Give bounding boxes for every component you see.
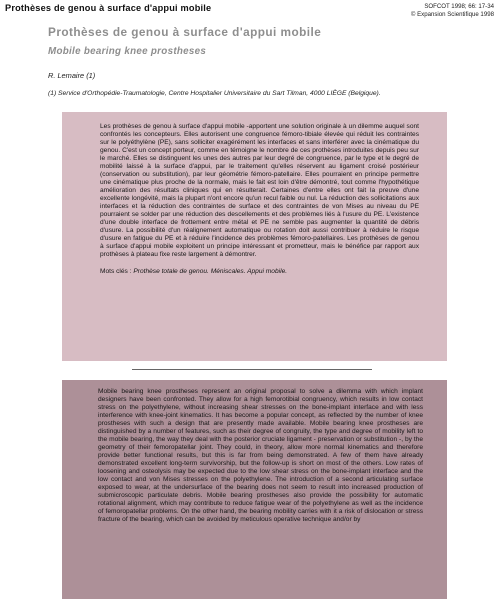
keywords [100,268,419,276]
abstract-french [62,112,447,361]
authors: R. Lemaire (1) [48,71,96,80]
article-subtitle: Mobile bearing knee prostheses [48,46,207,57]
abstract-english [62,380,447,599]
running-title: Prothèses de genou à surface d'appui mobile [5,3,212,13]
abstract-english-text: Mobile bearing knee prostheses represent an original proposal to solve a dilemma with which implant designers have been confronted. They allow for a high femorotibial congruency, which results in low contact stress on the polyethylene, without increasing shear stresses on the bone-implant interface and with less interference with knee-joint kinematics. It has become a popular concept, as reflected by the number of knee prostheses with such a design that are presently made available. Mobile bearing knee prostheses are distinguished by a number of features, such as their degree of congruity, the type and degree of mobility left to the mobile bearing, the way they deal with the posterior cruciate ligament - preservation or substitution -, by the geometry of their femoropatellar joint. They could, in theory, allow more normal kinematics and therefore provide better functional results, but this is far from being demonstrated. A few of them have already demonstrated excellent long-term survivorship, but the follow-up is short on most of the others. Low rates of loosening and osteolysis may be expected due to the low shear stress on the bone-implant interface and the low contact and von Mises stresses on the polyethylene. The introduction of a second articulating surface exposed to wear, at the undersurface of the bearing does not seem to result into increased production of submicroscopic particulate debris. Mobile bearing prostheses also provide the possibility for automatic rotational alignment, which may contribute to reduce fatigue wear of the polyethylene as well as the incidence of femoropatellar problems. On the other hand, the bearing mobility carries with it a risk of dislocation or stress fracture of the bearing, which can be avoided by meticulous operative technique and/or by [98,388,423,523]
keywords-label: Mots clés : [100,268,132,275]
affiliation: (1) Service d'Orthopédie-Traumatologie, Centre Hospitalier Universitaire du Sart Tilman, 4000 LIÈGE (Belgique). [48,90,381,97]
copyright: © Expansion Scientifique 1998 [410,11,494,18]
section-divider [132,369,372,370]
citation: SOFCOT 1998; 66: 17-34 [424,3,494,10]
article-title: Prothèses de genou à surface d'appui mobile [48,25,322,39]
keywords-values: Prothèse totale de genou. Méniscales. Appui mobile. [133,268,288,275]
citation-block [411,3,494,19]
abstract-french-text: Les prothèses de genou à surface d'appui mobile -apportent une solution originale à un dilemme auquel sont confrontés les concepteurs. Elles autorisent une congruence fémoro-tibiale élevée qui réduit les contraintes sur le polyéthylène (PE), sans solliciter exagérément les interfaces et sans interférer avec la cinématique du genou. C'est un concept porteur, comme en témoigne le nombre de ces prothèses introduites depuis peu sur le marché. Elles se distinguent les unes des autres par leur degré de congruence, par le type et le degré de mobilité laissé à la surface d'appui, par le traitement qu'elles réservent au ligament croisé postérieur (conservation ou substitution), par leur géométrie fémoro-patellaire. Elles pourraient en principe permettre une cinématique plus proche de la normale, mais le fait est loin d'être démontré, tout comme l'hypothétique amélioration des résultats cliniques qui en résulterait. Certaines d'entre elles ont fait la preuve d'une excellente longévité, mais la plupart n'ont encore qu'un recul faible ou nul. La réduction des sollicitations aux interfaces et la réduction des contraintes de surface et des contraintes de von Mises au niveau du PE pourraient se solder par une réduction des descellements et des problèmes liés à l'usure du PE. L'existence d'une double interface de frottement entre métal et PE ne semble pas augmenter la quantité de débris d'usure. La possibilité d'un réalignement automatique ou rotation doit aussi contribuer à réduire le risque d'usure en fatigue du PE et à réduire l'incidence des problèmes fémoro-patellaires. Les prothèses de genou à surface d'appui mobile exploitent un principe intéressant et prometteur, mais le bénéfice par rapport aux prothèses à plateau fixe reste largement à démontrer. [100,123,419,258]
